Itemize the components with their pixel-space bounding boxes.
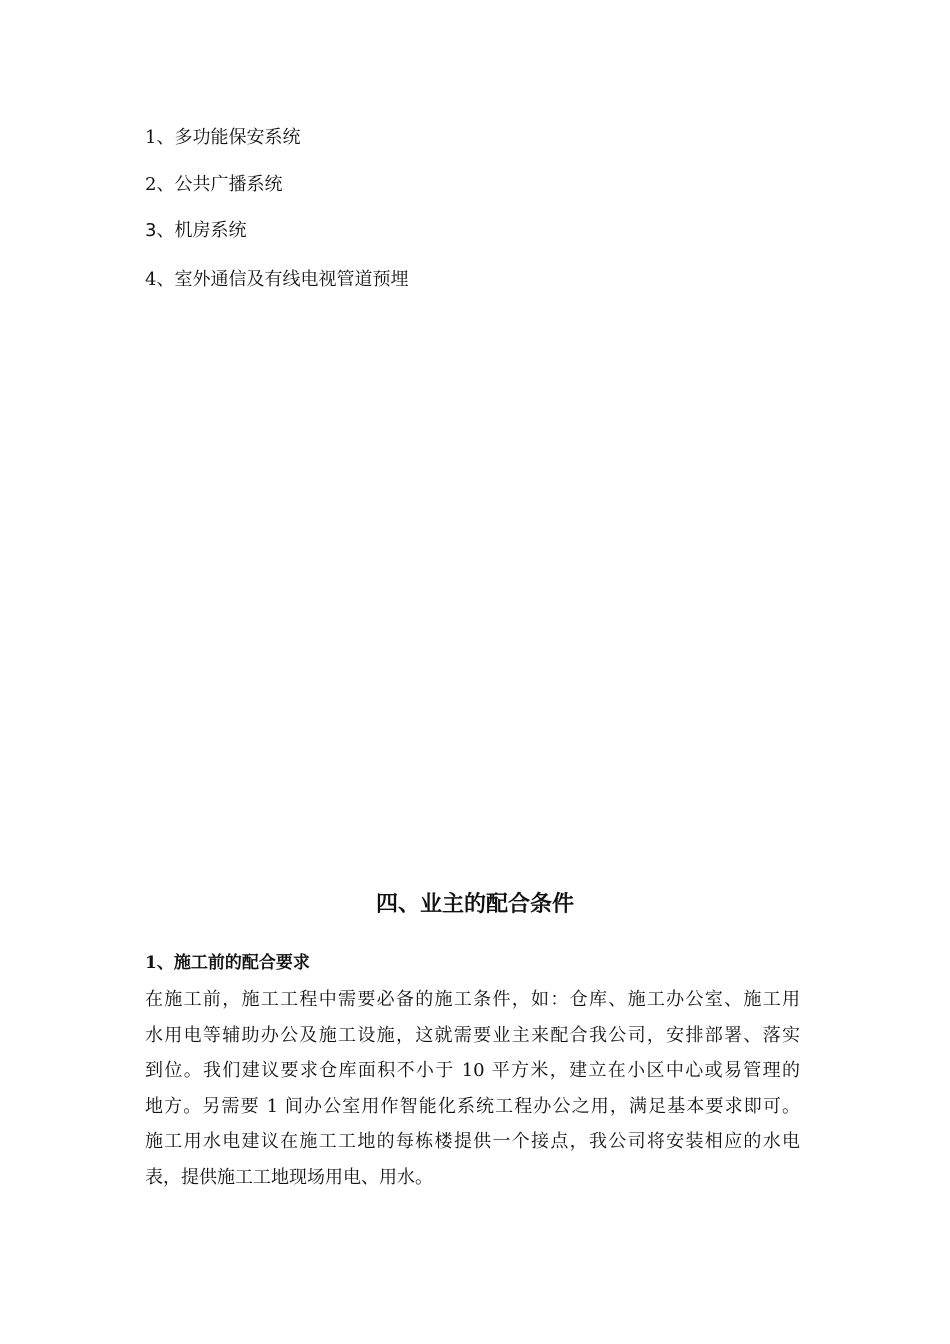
list-item-text: 多功能保安系统 xyxy=(174,127,301,148)
list-item-separator: 、 xyxy=(156,269,175,290)
list-item-number: 4 xyxy=(145,269,157,290)
list-item-number: 1 xyxy=(145,127,157,148)
list-item-separator: 、 xyxy=(156,174,175,195)
list-item-text: 机房系统 xyxy=(174,220,247,241)
list-item-text: 室外通信及有线电视管道预埋 xyxy=(174,269,409,290)
sub-heading: 1、施工前的配合要求 xyxy=(145,953,310,973)
paragraph-line: 在施工前，施工工程中需要必备的施工条件，如：仓库、施工办公室、施工用 xyxy=(145,989,800,1010)
paragraph-line: 地方。另需要 1 间办公室用作智能化系统工程办公之用，满足基本要求即可。 xyxy=(145,1095,800,1117)
list-item-text: 公共广播系统 xyxy=(174,174,283,195)
paragraph-line: 水用电等辅助办公及施工设施，这就需要业主来配合我公司，安排部署、落实 xyxy=(145,1024,800,1046)
paragraph-line: 施工用水电建议在施工工地的每栋楼提供一个接点，我公司将安装相应的水电 xyxy=(145,1131,800,1152)
paragraph xyxy=(145,985,800,1198)
list-item-separator: 、 xyxy=(156,127,175,148)
section-title: 四、业主的配合条件 xyxy=(375,891,574,917)
list-item xyxy=(145,126,300,150)
paragraph-line: 表，提供施工工地现场用电、用水。 xyxy=(145,1166,433,1188)
list-item-number: 2 xyxy=(145,174,157,195)
list-item xyxy=(145,173,282,197)
list-item-number: 3 xyxy=(145,220,157,241)
list-item-separator: 、 xyxy=(156,220,175,241)
list-item xyxy=(145,268,408,292)
paragraph-line: 到位。我们建议要求仓库面积不小于 10 平方米，建立在小区中心或易管理的 xyxy=(145,1060,800,1081)
list-item xyxy=(145,219,246,243)
